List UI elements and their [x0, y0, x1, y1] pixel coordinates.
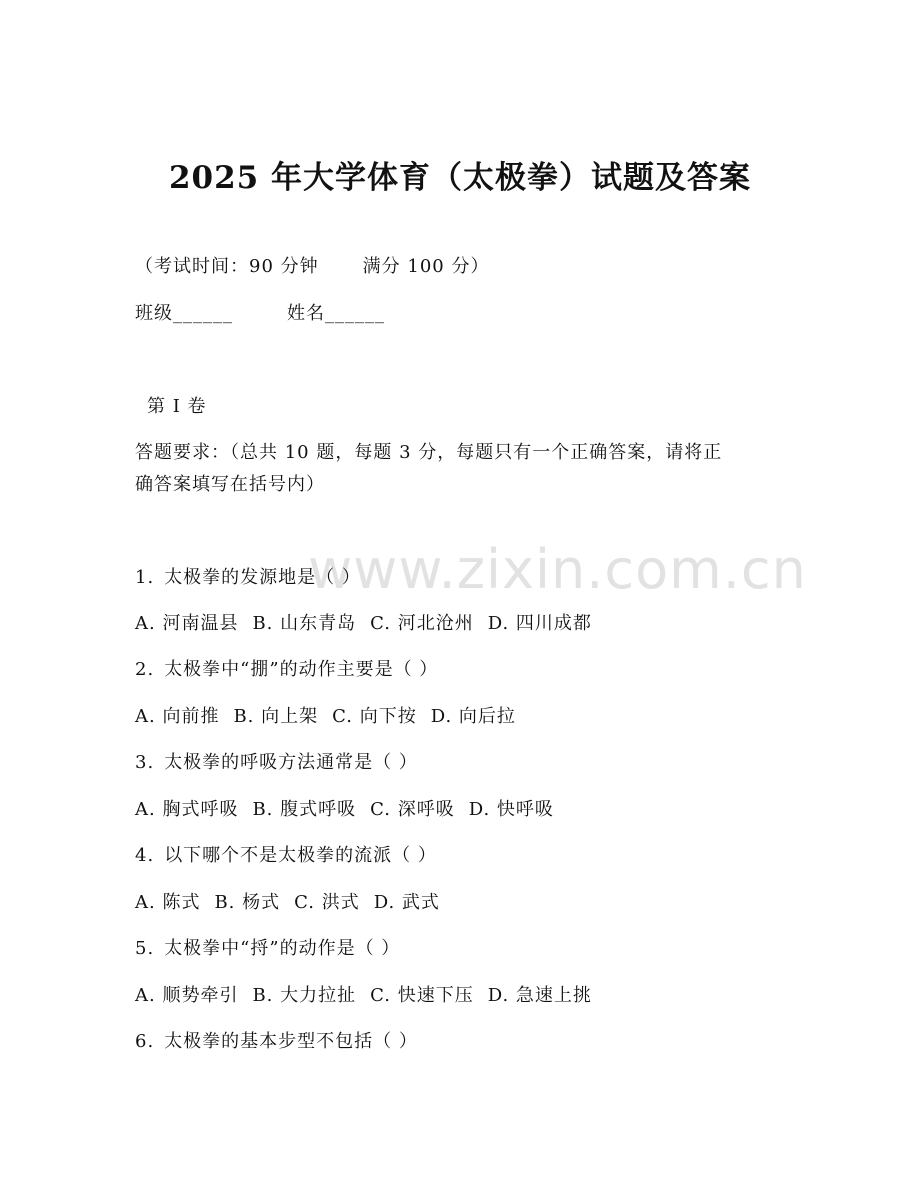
question-number: 3. [135, 752, 155, 773]
class-field: 班级______ [135, 303, 233, 324]
option-b: B. 大力拉扯 [252, 985, 357, 1006]
option-c: C. 快速下压 [370, 985, 474, 1006]
instructions-line-2: 确答案填写在括号内） [135, 474, 325, 495]
option-b: B. 杨式 [214, 892, 281, 913]
name-field: 姓名______ [287, 303, 385, 324]
question-number: 1. [135, 567, 155, 588]
section-label: 第 I 卷 [147, 396, 207, 417]
option-d: D. 武式 [373, 892, 440, 913]
option-a: A. 胸式呼吸 [135, 799, 239, 820]
question-6 [135, 1027, 418, 1053]
question-5 [135, 934, 400, 960]
question-4-options [135, 888, 440, 914]
question-number: 5. [135, 938, 155, 959]
option-c: C. 洪式 [294, 892, 360, 913]
option-a: A. 河南温县 [135, 613, 239, 634]
question-number: 6. [135, 1031, 155, 1052]
question-4 [135, 841, 437, 867]
question-text: 以下哪个不是太极拳的流派（ ） [164, 845, 437, 866]
option-d: D. 向后拉 [430, 706, 516, 727]
option-d: D. 快呼吸 [468, 799, 554, 820]
question-5-options [135, 981, 592, 1007]
question-text: 太极拳中“捋”的动作是（ ） [164, 938, 401, 959]
option-c: C. 深呼吸 [370, 799, 455, 820]
question-3-options [135, 795, 554, 821]
option-c: C. 向下按 [332, 706, 417, 727]
student-info-line [135, 299, 385, 325]
question-2 [135, 655, 438, 681]
question-1-options [135, 609, 592, 635]
question-text: 太极拳中“掤”的动作主要是（ ） [164, 659, 439, 680]
question-text: 太极拳的呼吸方法通常是（ ） [164, 752, 418, 773]
question-number: 2. [135, 659, 155, 680]
question-number: 4. [135, 845, 155, 866]
exam-info-line [135, 252, 489, 278]
question-text: 太极拳的发源地是（ ） [164, 567, 361, 588]
option-d: D. 四川成都 [487, 613, 592, 634]
full-score: 满分 100 分） [362, 256, 490, 277]
option-c: C. 河北沧州 [370, 613, 474, 634]
exam-time: （考试时间：90 分钟 [135, 256, 319, 277]
option-d: D. 急速上挑 [487, 985, 592, 1006]
question-text: 太极拳的基本步型不包括（ ） [164, 1031, 418, 1052]
question-3 [135, 748, 418, 774]
watermark: www.zixin.com.cn [308, 538, 807, 601]
page-title: 2025 年大学体育（太极拳）试题及答案 [168, 160, 752, 196]
option-b: B. 腹式呼吸 [252, 799, 357, 820]
question-1 [135, 563, 361, 589]
option-a: A. 顺势牵引 [135, 985, 239, 1006]
question-2-options [135, 702, 516, 728]
option-b: B. 山东青岛 [252, 613, 357, 634]
option-a: A. 陈式 [135, 892, 201, 913]
option-b: B. 向上架 [233, 706, 319, 727]
option-a: A. 向前推 [135, 706, 220, 727]
instructions-line-1: 答题要求：（总共 10 题，每题 3 分，每题只有一个正确答案，请将正 [135, 442, 723, 463]
